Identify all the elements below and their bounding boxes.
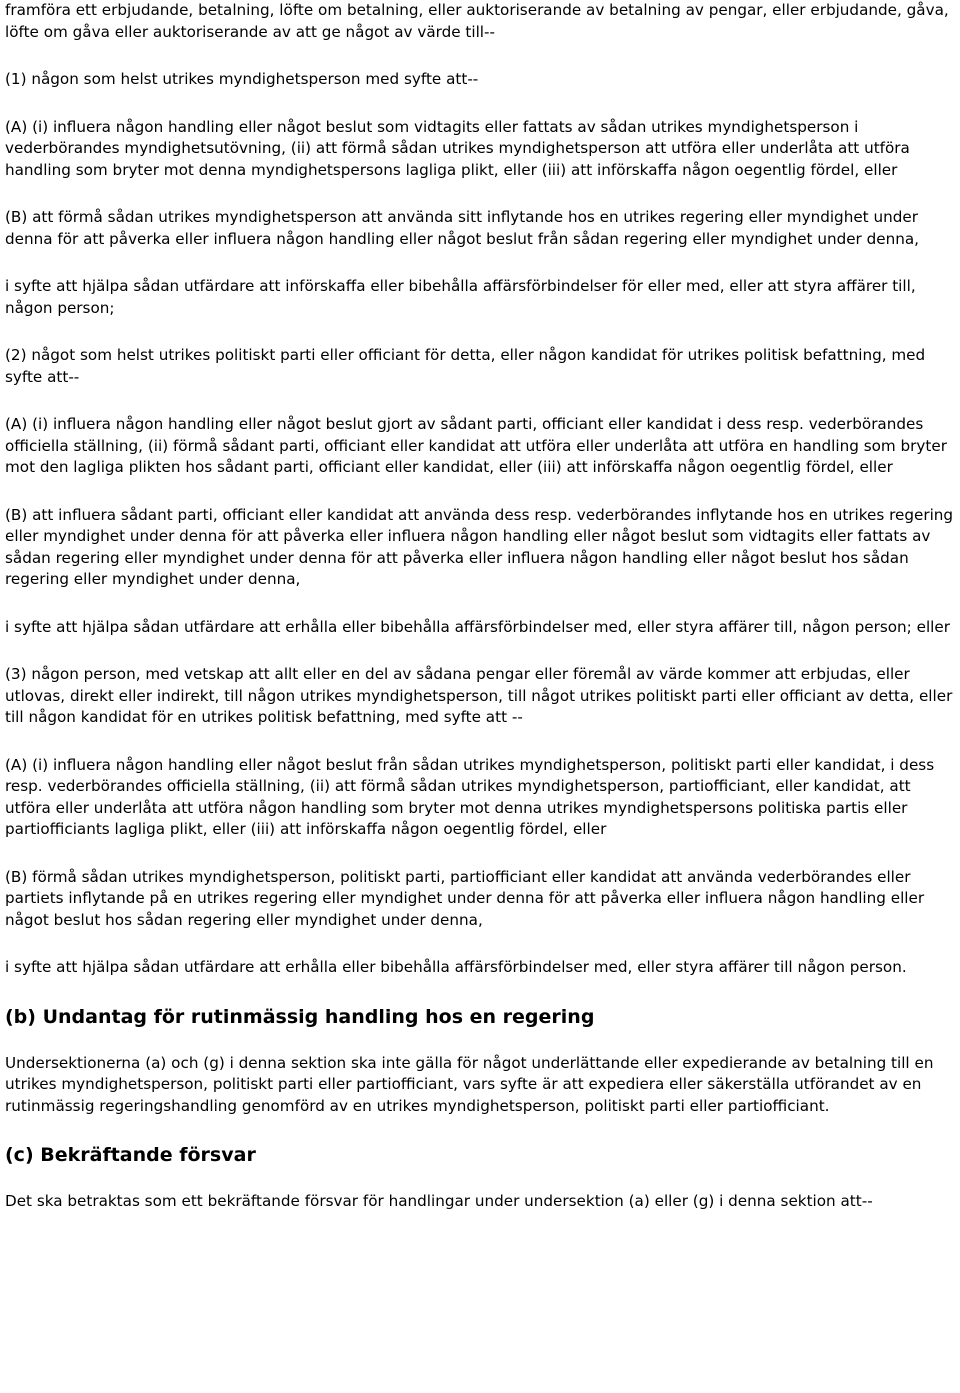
section-c-text: Det ska betraktas som ett bekräftande försvar för handlingar under undersektion (a) eller (g) i denna sektion att-- bbox=[5, 1192, 873, 1210]
section-b-heading: (b) Undantag för rutinmässig handling hos en regering bbox=[5, 1005, 595, 1028]
paragraph-clause-2-purpose: i syfte att hjälpa sådan utfärdare att erhålla eller bibehålla affärsförbindelser med, eller styra affärer till, någon person; eller bbox=[5, 617, 950, 636]
paragraph-clause-3: (3) någon person, med vetskap att allt eller en del av sådana pengar eller föremål av värde kommer att erbjudas, eller utlovas, direkt eller indirekt, till någon utrikes myndighetsperson, till något utrikes politiskt parti eller officiant av detta, eller till någon kandidat för en utrikes politisk befattning, med syfte att -- bbox=[5, 665, 953, 726]
paragraph-clause-3b: (B) förmå sådan utrikes myndighetsperson, politiskt parti, partiofficiant eller kandidat att använda vederbörandes eller partiets inflytande på en utrikes regering eller myndighet under denna för att påverka eller influera någon handling eller något beslut hos sådan regering eller myndighet under denna, bbox=[5, 867, 925, 929]
paragraph-clause-2: (2) något som helst utrikes politiskt parti eller officiant för detta, eller någon kandidat för utrikes politisk befattning, med syfte att-- bbox=[5, 346, 926, 386]
document-body bbox=[5, 0, 957, 1213]
paragraph-clause-3-purpose: i syfte att hjälpa sådan utfärdare att erhålla eller bibehålla affärsförbindelser med, eller styra affärer till någon person. bbox=[5, 958, 907, 976]
paragraph-intro: framföra ett erbjudande, betalning, löfte om betalning, eller auktoriserande av betalning av pengar, eller erbjudande, gåva, löfte om gåva eller auktoriserande av att ge något av värde till-- bbox=[5, 1, 949, 41]
paragraph-clause-2b: (B) att influera sådant parti, officiant eller kandidat att använda dess resp. vederbörandes inflytande hos en utrikes regering eller myndighet under denna för att påverka eller influera någon handling eller något beslut som vidtagits eller fattats av sådan regering eller myndighet under denna för att påverka eller influera någon handling eller något beslut hos sådan regering eller myndighet under denna, bbox=[5, 505, 954, 588]
paragraph-clause-1-purpose: i syfte att hjälpa sådan utfärdare att införskaffa eller bibehålla affärsförbindelser för eller med, eller att styra affärer till, någon person; bbox=[5, 277, 916, 317]
paragraph-clause-3a: (A) (i) influera någon handling eller något beslut från sådan utrikes myndighetsperson, politiskt parti eller kandidat, i dess resp. vederbörandes officiella ställning, (ii) att förmå sådan utrikes myndighetsperson, partiofficiant, eller kandidat, att utföra eller underlåta att utföra någon handling som bryter mot denna utrikes myndighetspersons politiska partis eller partiofficiants lagliga plikt, eller (iii) att införskaffa någon oegentlig fördel, eller bbox=[5, 755, 935, 838]
section-b-text: Undersektionerna (a) och (g) i denna sektion ska inte gälla för något underlättande eller expedierande av betalning till en utrikes myndighetsperson, politiskt parti eller partiofficiant, vars syfte är att expediera eller säkerställa utförandet av en rutinmässig regeringshandling genomförd av en utrikes myndighetsperson, politiskt parti eller partiofficiant. bbox=[5, 1053, 934, 1115]
paragraph-clause-2a: (A) (i) influera någon handling eller något beslut gjort av sådant parti, officiant eller kandidat i dess resp. vederbörandes officiella ställning, (ii) förmå sådant parti, officiant eller kandidat att utföra eller underlåta att utföra en handling som bryter mot den lagliga plikten hos sådant parti, officiant eller kandidat, eller (iii) att införskaffa någon oegentlig fördel, eller bbox=[5, 415, 947, 476]
paragraph-clause-1a: (A) (i) influera någon handling eller något beslut som vidtagits eller fattats av sådan utrikes myndighetsperson i vederbörandes myndighetsutövning, (ii) att förmå sådan utrikes myndighetsperson att utföra eller underlåta att utföra handling som bryter mot denna myndighetspersons lagliga plikt, eller (iii) att införskaffa någon oegentlig fördel, eller bbox=[5, 117, 910, 179]
paragraph-clause-1: (1) någon som helst utrikes myndighetsperson med syfte att-- bbox=[5, 70, 479, 88]
section-c-heading: (c) Bekräftande försvar bbox=[5, 1144, 256, 1166]
paragraph-clause-1b: (B) att förmå sådan utrikes myndighetsperson att använda sitt inflytande hos en utrikes regering eller myndighet under denna för att påverka eller influera någon handling eller något beslut från sådan regering eller myndighet under denna, bbox=[5, 208, 919, 248]
